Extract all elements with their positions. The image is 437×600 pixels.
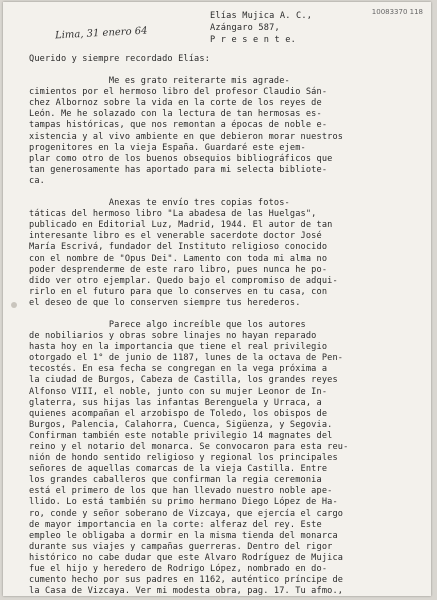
text-line: histórico no cabe dudar que este Alvaro Rodríguez de Mujica [29,552,344,563]
text-line: la Casa de Vizcaya. Ver mi modesta obra, pag. 17. Tu afmo., [29,586,344,596]
text-line: nión de hondo sentido religioso y regional los principales [29,453,338,464]
text-line: de mayor importancia en la corte: alferaz del rey. Este [29,519,322,530]
paragraph-photostatic-copies [29,198,421,309]
text-line: tecostés. En esa fecha se congregan en la vega próxima a [29,364,328,375]
text-line: Anexas te envío tres copias fotos- [29,198,290,209]
salutation: Querido y siempre recordado Elías: [29,54,211,64]
text-line: Parece algo increíble que los autores [29,319,306,330]
text-line: plar como otro de los buenos obsequios bibliográficos que [29,153,333,164]
letter-page [3,2,431,596]
text-line: Alfonso VIII, el noble, junto con su mujer Leonor de In- [29,386,328,397]
text-line: señores de aquellas comarcas de la vieja Castilla. Entre [29,464,328,475]
text-line: quienes acompañan el arzobispo de Toledo, los obispos de [29,408,328,419]
text-line: Me es grato reiterarte mis agrade- [29,76,290,87]
text-line: interesante libro es el venerable sacerdote doctor José [29,231,322,242]
text-line: está el primero de los que han llevado nuestro noble ape- [29,486,333,497]
text-line: glaterra, sus hijas las infantas Berenguela y Urraca, a [29,397,322,408]
punch-hole [11,302,17,308]
text-line: de nobiliarios y obras sobre linajes no hayan reparado [29,331,317,342]
paragraph-gratitude [29,76,421,187]
text-line: poder desprenderme de este raro libro, pues nunca he po- [29,264,328,275]
addressee-block [210,10,312,46]
text-line: empleo le obligaba a dormir en la misma tienda del monarca [29,530,338,541]
text-line: María Escrivá, fundador del Instituto religioso conocido [29,242,328,253]
text-line: durante sus viajes y campañas guerreras. Dentro del rigor [29,541,333,552]
paragraph-privilege [29,320,421,596]
text-line: tampas históricas, que nos remontan a épocas de noble e- [29,120,328,131]
text-line: progenitores en la vieja España. Guardaré este ejem- [29,142,306,153]
text-line: hasta hoy en la importancia que tiene el real privilegio [29,342,328,353]
text-line: ca. [29,175,45,186]
text-line: rirlo en el futuro para que lo conserves en tu casa, con [29,286,328,297]
archive-number: 10083370 118 [371,8,423,16]
text-line: fue el hijo y heredero de Rodrigo López, nombrado en do- [29,564,328,575]
addressee-street: Azángaro 587, [210,23,280,33]
text-line: ro, conde y señor soberano de Vizcaya, que ejercía el cargo [29,508,344,519]
text-line: la ciudad de Burgos, Cabeza de Castilla, los grandes reyes [29,375,338,386]
text-line: tan generosamente has aportado para mi selecta bibliote- [29,164,328,175]
text-line: con el nombre de "Opus Dei". Lamento con toda mi alma no [29,253,328,264]
text-line: reino y el notario del monarca. Se convocaron para esta reu- [29,442,349,452]
text-line: Burgos, Palencia, Calahorra, Cuenca, Sigüenza, y Segovia. [29,419,333,430]
text-line: otorgado el 1° de junio de 1187, lunes de la octava de Pen- [29,353,344,364]
addressee-presente: P r e s e n t e. [210,35,296,45]
letter-body [29,54,421,596]
text-line: xistencia y al vivo ambiente en que debieron morar nuestros [29,131,344,142]
text-line: León. Me he solazado con la lectura de tan hermosas es- [29,109,322,120]
text-line: Confirman también este notable privilegio 14 magnates del [29,430,333,441]
addressee-name: Elías Mujica A. C., [210,11,313,21]
text-line: publicado en Editorial Luz, Madrid, 1944. El autor de tan [29,220,333,231]
text-line: el deseo de que lo conserven siempre tus herederos. [29,297,301,308]
handwritten-date: Lima, 31 enero 64 [54,25,148,42]
text-line: dido ver otro ejemplar. Quedo bajo el compromiso de adqui- [29,275,338,286]
text-line: cimientos por el hermoso libro del profesor Claudio Sán- [29,87,328,98]
text-line: llido. Lo está también su primo hermano Diego López de Ha- [29,497,338,508]
text-line: los grandes caballeros que confirman la regia ceremonia [29,475,322,486]
text-line: táticas del hermoso libro "La abadesa de las Huelgas", [29,209,317,220]
text-line: cumento hecho por sus padres en 1162, auténtico príncipe de [29,575,344,586]
text-line: chez Albornoz sobre la vida en la corte de los reyes de [29,98,322,109]
